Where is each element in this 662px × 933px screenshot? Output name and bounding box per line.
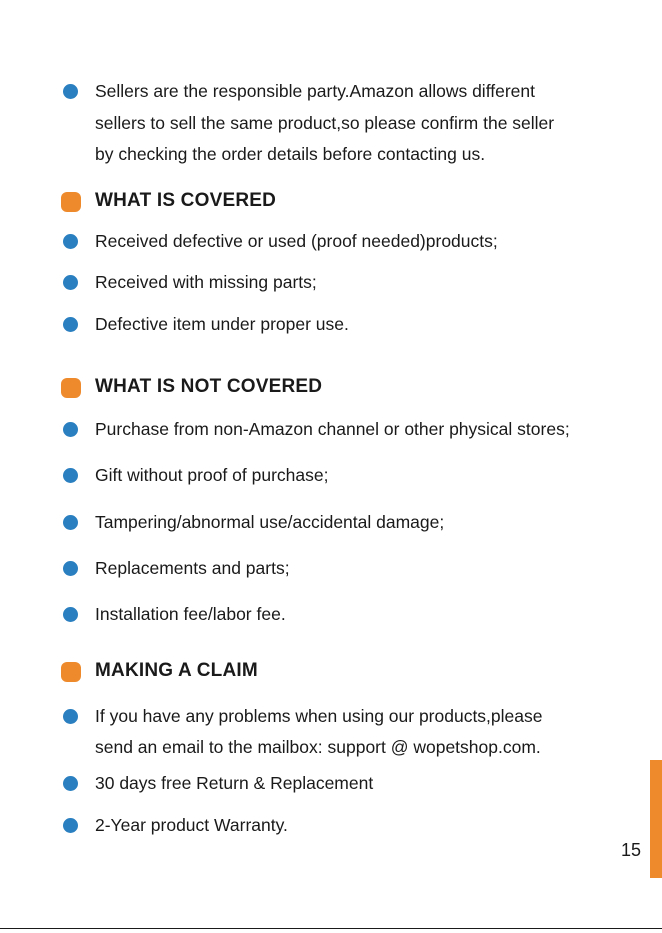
bullet-icon xyxy=(63,422,78,437)
bullet-icon xyxy=(63,776,78,791)
not-covered-item-1: Purchase from non-Amazon channel or other physical stores; xyxy=(95,419,570,439)
page-edge-rule xyxy=(0,928,662,929)
claim-heading: MAKING A CLAIM xyxy=(95,660,258,681)
covered-heading: WHAT IS COVERED xyxy=(95,190,277,211)
chapter-tab xyxy=(650,760,662,878)
bullet-icon xyxy=(63,275,78,290)
not-covered-item-2: Gift without proof of purchase; xyxy=(95,465,329,485)
bullet-icon xyxy=(63,709,78,724)
bullet-icon xyxy=(63,234,78,249)
claim-contact-line-2: send an email to the mailbox: support @ wopetshop.com. xyxy=(95,737,541,757)
covered-item-3: Defective item under proper use. xyxy=(95,314,349,334)
intro-line-3: by checking the order details before contacting us. xyxy=(95,144,486,164)
claim-item-return: 30 days free Return & Replacement xyxy=(95,773,374,793)
page-number: 15 xyxy=(621,840,642,860)
bullet-icon xyxy=(63,317,78,332)
covered-item-2: Received with missing parts; xyxy=(95,272,317,292)
claim-contact-line-1: If you have any problems when using our products,please xyxy=(95,706,543,726)
not-covered-item-5: Installation fee/labor fee. xyxy=(95,604,286,624)
bullet-icon xyxy=(63,468,78,483)
section-marker-icon xyxy=(61,192,81,212)
intro-line-1: Sellers are the responsible party.Amazon allows different xyxy=(95,81,535,101)
covered-item-1: Received defective or used (proof needed)products; xyxy=(95,231,498,251)
not-covered-item-4: Replacements and parts; xyxy=(95,558,290,578)
bullet-icon xyxy=(63,818,78,833)
not-covered-item-3: Tampering/abnormal use/accidental damage; xyxy=(95,512,445,532)
bullet-icon xyxy=(63,607,78,622)
intro-line-2: sellers to sell the same product,so please confirm the seller xyxy=(95,113,555,133)
bullet-icon xyxy=(63,561,78,576)
section-marker-icon xyxy=(61,662,81,682)
section-marker-icon xyxy=(61,378,81,398)
not-covered-heading: WHAT IS NOT COVERED xyxy=(95,376,323,397)
bullet-icon xyxy=(63,84,78,99)
claim-item-warranty: 2-Year product Warranty. xyxy=(95,815,288,835)
bullet-icon xyxy=(63,515,78,530)
